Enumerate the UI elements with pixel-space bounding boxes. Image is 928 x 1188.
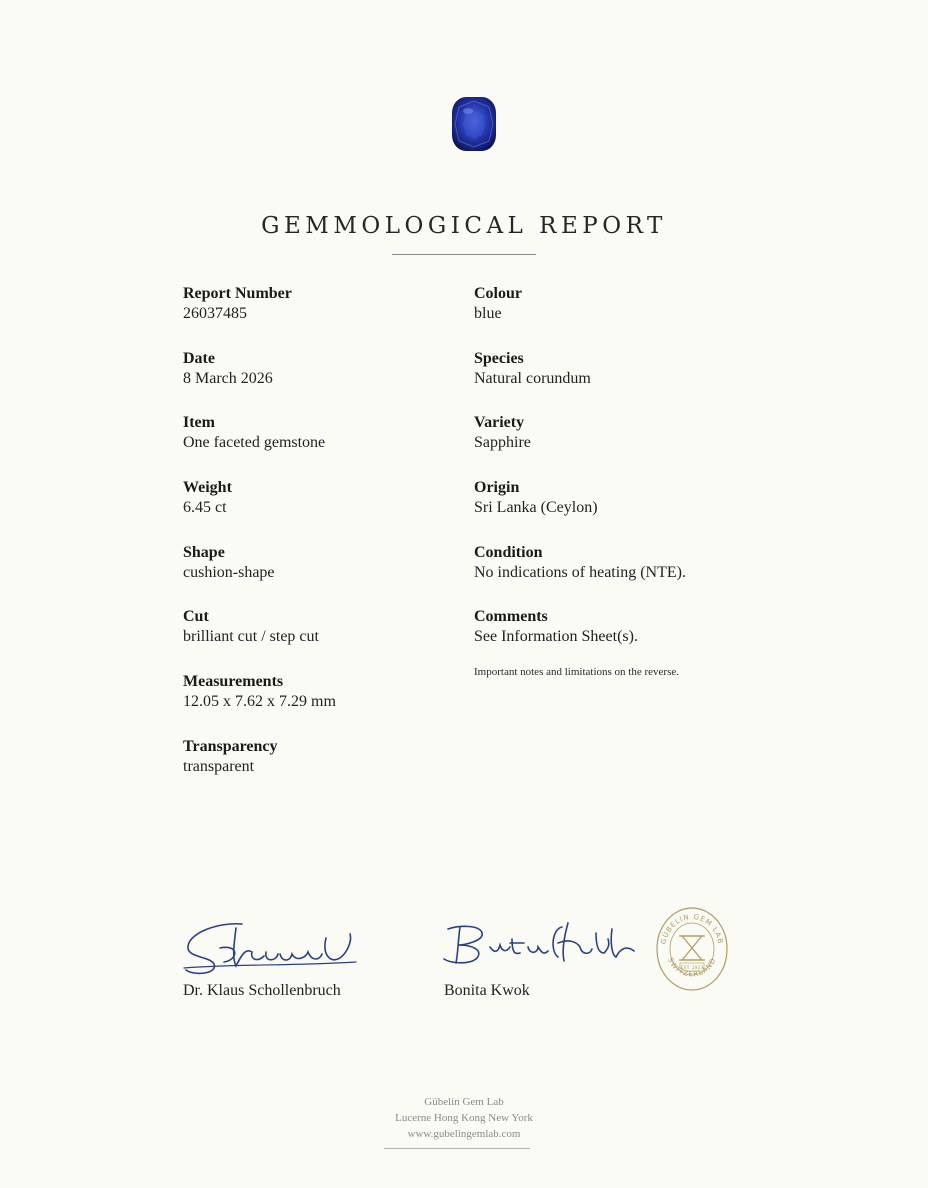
footer-locations: Lucerne Hong Kong New York: [395, 1112, 533, 1124]
field-comments: [474, 607, 686, 672]
field-shape: [183, 543, 336, 608]
field-origin: [474, 478, 686, 543]
right-field-column: [474, 284, 686, 672]
field-value: Sri Lanka (Ceylon): [474, 499, 598, 517]
field-value: Natural corundum: [474, 369, 591, 387]
gubelin-seal-logo: [655, 906, 729, 992]
field-label: Date: [183, 349, 215, 367]
footer-website: www.gubelingemlab.com: [407, 1128, 521, 1140]
field-label: Shape: [183, 543, 225, 561]
field-value: See Information Sheet(s).: [474, 628, 638, 646]
field-value: One faceted gemstone: [183, 434, 326, 452]
sapphire-gem-photo: [449, 95, 499, 153]
field-label: Transparency: [183, 737, 278, 755]
page-title: GEMMOLOGICAL REPORT: [261, 213, 667, 239]
svg-text:EST. 1923: EST. 1923: [680, 966, 704, 971]
field-value: brilliant cut / step cut: [183, 628, 319, 646]
field-label: Comments: [474, 608, 548, 626]
signature-kwok: [440, 915, 640, 973]
field-measurements: [183, 672, 336, 737]
field-weight: [183, 478, 336, 543]
title-divider: [392, 254, 536, 255]
field-value: Sapphire: [474, 434, 531, 452]
field-transparency: [183, 737, 336, 802]
field-value: 26037485: [183, 305, 247, 322]
signatory-name: Dr. Klaus Schollenbruch: [183, 982, 341, 999]
footer-divider: [384, 1148, 530, 1149]
svg-text:GÜBELIN GEM LAB: GÜBELIN GEM LAB: [659, 912, 725, 946]
field-label: Cut: [183, 608, 209, 626]
field-label: Condition: [474, 543, 543, 561]
field-value: blue: [474, 305, 502, 322]
field-label: Variety: [474, 414, 525, 432]
field-species: [474, 349, 686, 414]
field-value: transparent: [183, 757, 255, 775]
field-value: 6.45 ct: [183, 499, 227, 517]
field-item: [183, 413, 336, 478]
field-value: No indications of heating (NTE).: [474, 563, 686, 581]
field-value: 12.05 x 7.62 x 7.29 mm: [183, 693, 336, 711]
field-date: [183, 349, 336, 414]
field-label: Origin: [474, 479, 520, 497]
signature-schollenbruch: [180, 918, 360, 980]
svg-text:SWITZERLAND: SWITZERLAND: [666, 956, 718, 979]
left-field-column: [183, 284, 336, 802]
footer-lab-name: Gübelin Gem Lab: [424, 1096, 504, 1108]
field-value: 8 March 2026: [183, 369, 273, 387]
field-variety: [474, 413, 686, 478]
field-label: Measurements: [183, 673, 284, 691]
field-label: Item: [183, 414, 215, 432]
field-value: cushion-shape: [183, 563, 275, 581]
field-colour: [474, 284, 686, 349]
field-label: Species: [474, 349, 524, 367]
field-report-number: [183, 284, 336, 349]
field-condition: [474, 543, 686, 608]
field-label: Weight: [183, 479, 232, 497]
reverse-notes-text: Important notes and limitations on the reverse.: [474, 666, 679, 678]
signatory-name: Bonita Kwok: [444, 982, 530, 999]
field-cut: [183, 607, 336, 672]
field-label: Report Number: [183, 285, 292, 302]
field-label: Colour: [474, 285, 522, 302]
